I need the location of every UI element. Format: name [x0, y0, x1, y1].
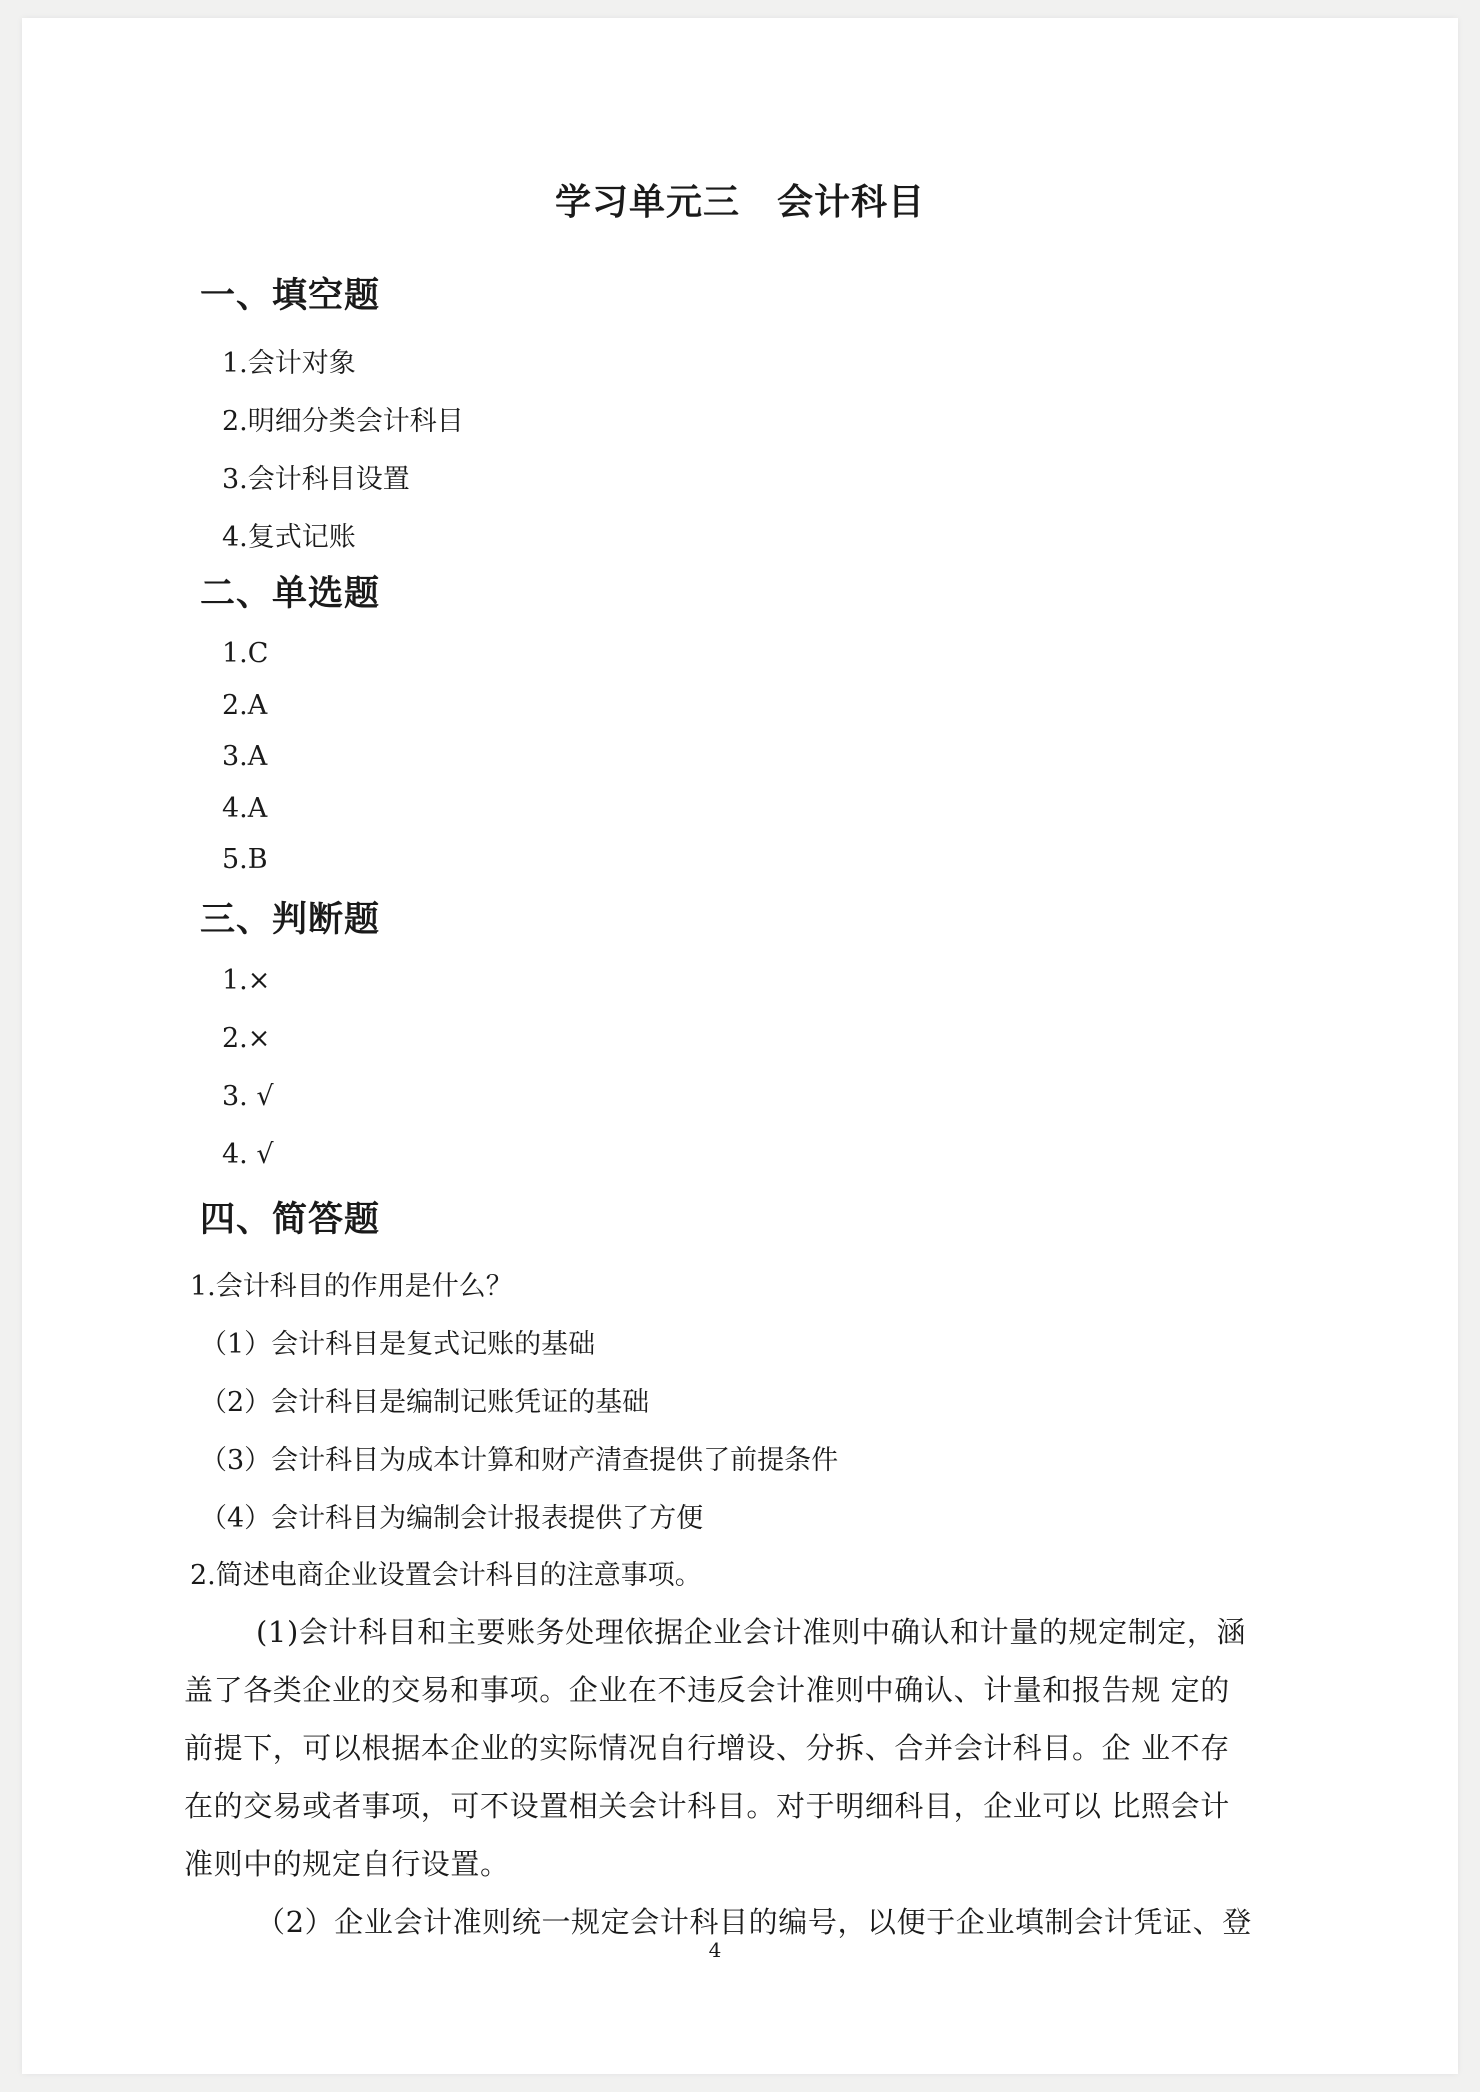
section-heading-true-false: 三、判断题 [200, 900, 381, 940]
paragraph-line: (1)会计科目和主要账务处理依据企业会计准则中确认和计量的规定制定，涵 [256, 1615, 1247, 1649]
paragraph-line: 盖了各类企业的交易和事项。企业在不违反会计准则中确认、计量和报告规 定的 [184, 1673, 1230, 1707]
question-text: 2.简述电商企业设置会计科目的注意事项。 [190, 1560, 702, 1591]
answer-point: （3）会计科目为成本计算和财产清查提供了前提条件 [200, 1445, 839, 1476]
answer-point: （1）会计科目是复式记账的基础 [200, 1329, 596, 1360]
answer-item: 4.复式记账 [222, 522, 356, 553]
answer-item: 2.明细分类会计科目 [222, 406, 464, 437]
paragraph-line: （2）企业会计准则统一规定会计科目的编号，以便于企业填制会计凭证、登 [256, 1905, 1252, 1939]
answer-item: 2.× [222, 1023, 271, 1054]
page-title: 学习单元三 会计科目 [554, 182, 925, 223]
answer-item: 5.B [222, 844, 268, 875]
answer-point: （2）会计科目是编制记账凭证的基础 [200, 1387, 650, 1418]
section-heading-single-choice: 二、单选题 [200, 574, 381, 614]
answer-item: 1.C [222, 638, 269, 669]
question-text: 1.会计科目的作用是什么？ [190, 1271, 513, 1302]
answer-item: 1.会计对象 [222, 348, 356, 379]
answer-item: 3. √ [222, 1081, 274, 1112]
answer-item: 2.A [222, 690, 268, 721]
paragraph-line: 在的交易或者事项，可不设置相关会计科目。对于明细科目，企业可以 比照会计 [184, 1789, 1230, 1823]
answer-item: 4. √ [222, 1139, 274, 1170]
page-number: 4 [708, 1938, 722, 1962]
section-heading-short-answer: 四、简答题 [200, 1200, 381, 1240]
answer-item: 4.A [222, 793, 268, 824]
answer-item: 3.A [222, 741, 268, 772]
paragraph-line: 前提下，可以根据本企业的实际情况自行增设、分拆、合并会计科目。企 业不存 [184, 1731, 1230, 1765]
answer-item: 3.会计科目设置 [222, 464, 410, 495]
section-heading-fill-in: 一、填空题 [200, 276, 381, 316]
paragraph-line: 准则中的规定自行设置。 [184, 1847, 510, 1881]
answer-item: 1.× [222, 965, 271, 996]
answer-point: （4）会计科目为编制会计报表提供了方便 [200, 1503, 704, 1534]
